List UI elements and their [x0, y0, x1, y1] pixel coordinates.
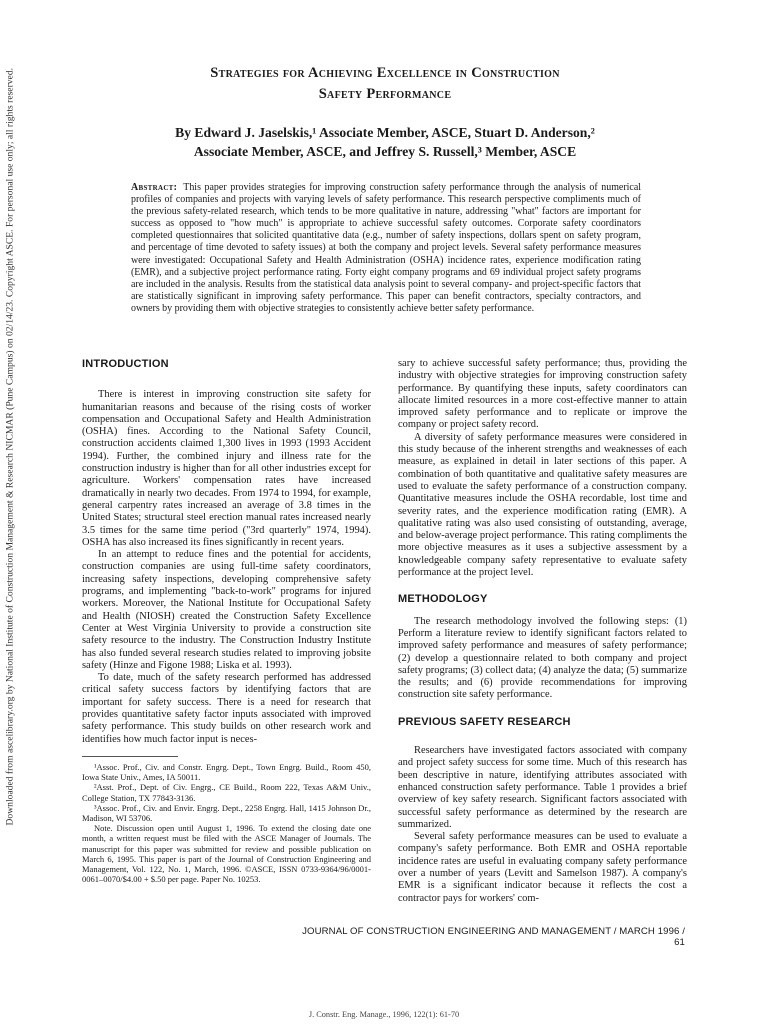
footnote-divider — [82, 756, 178, 757]
footnotes — [82, 762, 371, 884]
previous-research-heading: PREVIOUS SAFETY RESEARCH — [398, 715, 571, 728]
introduction-heading: INTRODUCTION — [82, 358, 169, 370]
authors-line-2: Associate Member, ASCE, and Jeffrey S. Russell,³ Member, ASCE — [193, 144, 577, 159]
intro-continued: sary to achieve successful safety performance; thus, providing the industry with objective strategies for improving construction safety performance. By quantifying these inputs, safety coordinators can allocate limited resources in a more cost-effective manner to attain improved safety performance and to replicate or improve the company or project safety record. — [398, 358, 687, 431]
download-notice: Downloaded from ascelibrary.org by National Institute of Construction Management & Research NICMAR (Pune Campus) on 02/14/23. Copyright ASCE. For personal use only; all rights reserved. — [4, 67, 16, 826]
footnote-3: ³Assoc. Prof., Civ. and Envir. Engrg. Dept., 2258 Engrg. Hall, 1415 Johnson Dr., Madison, WI 53706. — [82, 802, 371, 823]
journal-footer: JOURNAL OF CONSTRUCTION ENGINEERING AND MANAGEMENT / MARCH 1996 / 61 — [302, 926, 685, 948]
publication-note: Note. Discussion open until August 1, 1996. To extend the closing date one month, a written request must be filed with the ASCE Manager of Journals. The manuscript for this paper was submitted for review and possible publication on March 6, 1995. This paper is part of the Journal of Construction Engineering and Management, Vol. 122, No. 1, March, 1996. ©ASCE, ISSN 0733-9364/96/0001-0061–0070/$4.00 + $.50 per page. Paper No. 10253. — [82, 823, 371, 885]
abstract-label: Abstract: — [131, 182, 178, 193]
footnote-1: ¹Assoc. Prof., Civ. and Constr. Engrg. Dept., Town Engrg. Build., Room 450, Iowa State Univ., Ames, IA 50011. — [82, 761, 371, 783]
citation-line: J. Constr. Eng. Manage., 1996, 122(1): 61-70 — [308, 1010, 460, 1019]
measures-paragraph: A diversity of safety performance measures were considered in this study because of the inherent strengths and weaknesses of each measure, as explained in detail in later sections of this paper. A combination of both quantitative and qualitative safety measures are used to evaluate the safety performance of a construction company. Quantitative measures include the OSHA recordable, lost time and severity rates, and the experience modification rating (EMR). A qualitative rating was also used consisting of outstanding, average, and below-average project performance. This rating compliments the more objective measures as it uses a subjective assessment by a knowledgeable company safety representative to evaluate safety performance at the project level. — [398, 431, 687, 579]
left-column — [82, 358, 371, 884]
previous-research-paragraph-2: Several safety performance measures can be used to evaluate a company's safety performance. Both EMR and OSHA reportable incidence rates are useful in evaluating company safety performance over a number of years (Levitt and Samelson 1987). A company's EMR is a significant indicator because it reflects the cost a contractor pays for workers' com- — [398, 831, 687, 904]
authors-line-1: By Edward J. Jaselskis,¹ Associate Member, ASCE, Stuart D. Anderson,² — [175, 125, 595, 140]
previous-research-paragraph-1: Researchers have investigated factors associated with company and project safety success for some time. Much of this research has been descriptive in nature, identifying attributes associated with enhanced construction safety performance. Table 1 provides a brief overview of key safety research. Significant factors associated with successful safety performance as determined by the research are summarized. — [398, 745, 687, 830]
intro-paragraph-3: To date, much of the safety research performed has addressed critical safety success factors by identifying factors that are important for safety success. There is a need for research that provides quantitative safety factor inputs associated with improved safety performance. This study builds on other research work and identifies how much factor input is neces- — [82, 672, 371, 745]
title-line-1: Strategies for Achieving Excellence in Construction — [210, 65, 560, 81]
abstract-text: This paper provides strategies for improving construction safety performance through the analysis of numerical profiles of companies and projects with varying levels of safety performance. This research perspective compliments much of the previous safety-related research, which tends to be more qualitative in nature, addressing "what" factors are important for success as opposed to "how much" is appropriate to achieve successful safety outcomes. Corporate safety coordinators completed questionnaires that solicited quantitative data (e.g., number of safety inspections, dollars spent on safety program, and percentage of time devoted to safety issues) at both the company and project levels. Several safety performance measures were investigated: Occupational Safety and Health Administration (OSHA) incidence rates, experience modification rating (EMR), and a subjective project performance rating. Forty eight company programs and 69 individual project safety programs are included in the analysis. Results from the statistical data analysis point to several company- and project-specific factors that are statistically significant in improving safety performance. This paper can benefit contractors, specialty contractors, and owners by providing them with objective strategies to consistently achieve better safety performance. — [131, 182, 641, 314]
intro-paragraph-1: There is interest in improving construction site safety for humanitarian reasons and because of the rising costs of worker compensation and Occupational Safety and Health Administration (OSHA) fines. According to the National Safety Council, construction accidents claimed 1,300 lives in 1993 (1993 Accident 1994). Further, the combined injury and illness rate for the construction industry is higher than for all other industries except for agriculture. Workers' compensation rates have increased dramatically in nearly two decades. From 1974 to 1994, for example, general carpentry rates increased an average of 3.8 times in the United States; structural steel erection manual rates increased nearly 3.5 times for the same time period ("3rd quarterly" 1974, 1994). OSHA has also increased its fines significantly in recent years. — [82, 389, 371, 548]
title-line-2: Safety Performance — [318, 86, 452, 102]
author-list — [100, 123, 670, 161]
right-column — [398, 358, 687, 905]
methodology-heading: METHODOLOGY — [398, 593, 488, 606]
methodology-paragraph: The research methodology involved the following steps: (1) Perform a literature review to identify significant factors related to improved safety performance and measures of safety performance; (2) develop a questionnaire related to both company and project safety programs; (3) collect data; (4) analyze the data; (5) summarize the results; and (6) provide recommendations for improving construction site safety performance. — [398, 615, 687, 701]
footnote-2: ²Asst. Prof., Dept. of Civ. Engrg., CE Build., Room 222, Texas A&M Univ., College Station, TX 77843-3136. — [82, 782, 371, 803]
intro-paragraph-2: In an attempt to reduce fines and the potential for accidents, construction companies are using full-time safety coordinators, increasing safety inspections, developing comprehensive safety programs, and implementing "back-to-work" programs for injured workers. Moreover, the National Institute for Occupational Safety and Health (NIOSH) created the Construction Safety Excellence Center at West Virginia University to provide a construction site safety resource to the industry. The Construction Industry Institute has also funded several research studies related to improving jobsite safety (Hinze and Figone 1988; Liska et al. 1993). — [82, 549, 371, 671]
paper-title — [90, 63, 680, 105]
abstract — [131, 182, 641, 315]
